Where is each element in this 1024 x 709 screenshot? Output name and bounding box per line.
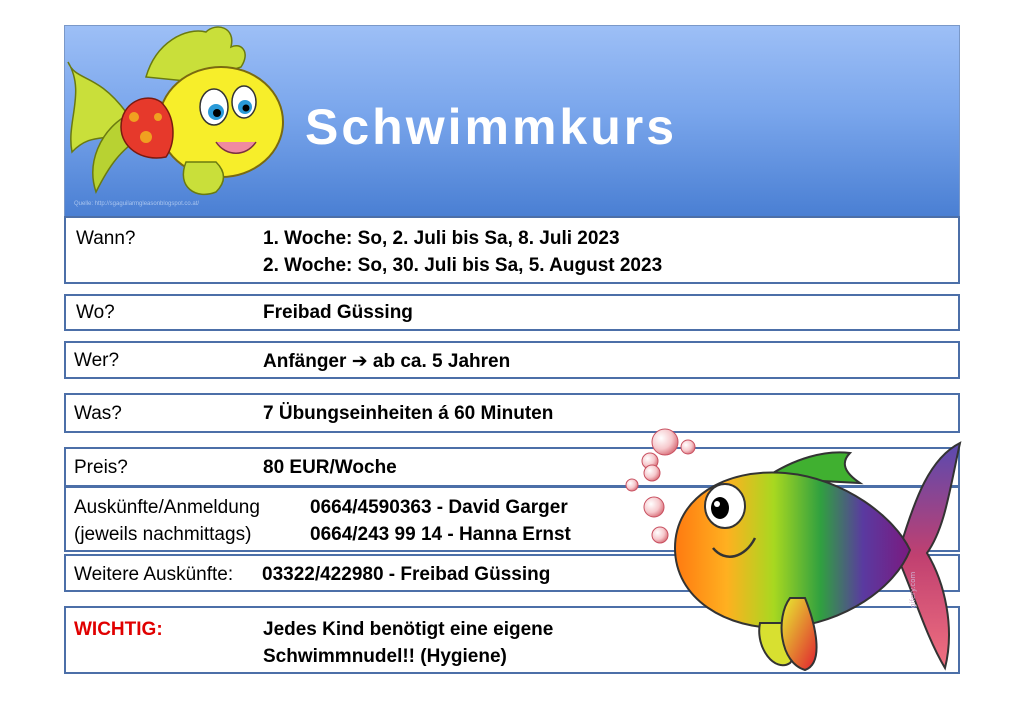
auskunft-value-2: 0664/243 99 14 - Hanna Ernst: [310, 524, 571, 545]
wer-value-post: ab ca. 5 Jahren: [372, 351, 511, 372]
yellow-fish-icon: [66, 22, 281, 202]
image-source-credit: Quelle: http://sgaguilarmgleasonblogspot.co.at/: [74, 201, 200, 207]
wo-label: Wo?: [76, 302, 115, 323]
wann-line-2: 2. Woche: So, 30. Juli bis Sa, 5. August 2023: [263, 255, 663, 276]
row-wo: [64, 294, 960, 331]
preis-value: 80 EUR/Woche: [263, 457, 397, 478]
wann-label: Wann?: [76, 228, 136, 249]
auskunft-label-1: Auskünfte/Anmeldung: [74, 497, 260, 518]
auskunft-label-2: (jeweils nachmittags): [74, 524, 252, 545]
svg-text:gifery.com: gifery.com: [909, 571, 917, 608]
wichtig-line-2: Schwimmnudel!! (Hygiene): [263, 646, 507, 667]
auskunft-value-1: 0664/4590363 - David Garger: [310, 497, 568, 518]
weitere-value: 03322/422980 - Freibad Güssing: [262, 564, 551, 585]
wo-value: Freibad Güssing: [263, 302, 413, 323]
wer-value-pre: Anfänger: [263, 351, 347, 372]
wer-value: [263, 350, 510, 373]
wann-line-1: 1. Woche: So, 2. Juli bis Sa, 8. Juli 2023: [263, 228, 620, 249]
row-wer: [64, 341, 960, 379]
preis-label: Preis?: [74, 457, 128, 478]
wichtig-line-1: Jedes Kind benötigt eine eigene: [263, 619, 554, 640]
was-value: 7 Übungseinheiten á 60 Minuten: [263, 403, 554, 424]
rainbow-fish-icon: [665, 438, 965, 683]
wer-label: Wer?: [74, 350, 120, 371]
wichtig-label: WICHTIG:: [74, 619, 163, 640]
was-label: Was?: [74, 403, 122, 424]
weitere-label: Weitere Auskünfte:: [74, 564, 234, 585]
arrow-right-icon: ➔: [351, 351, 368, 372]
page-title: Schwimmkurs: [305, 99, 678, 155]
